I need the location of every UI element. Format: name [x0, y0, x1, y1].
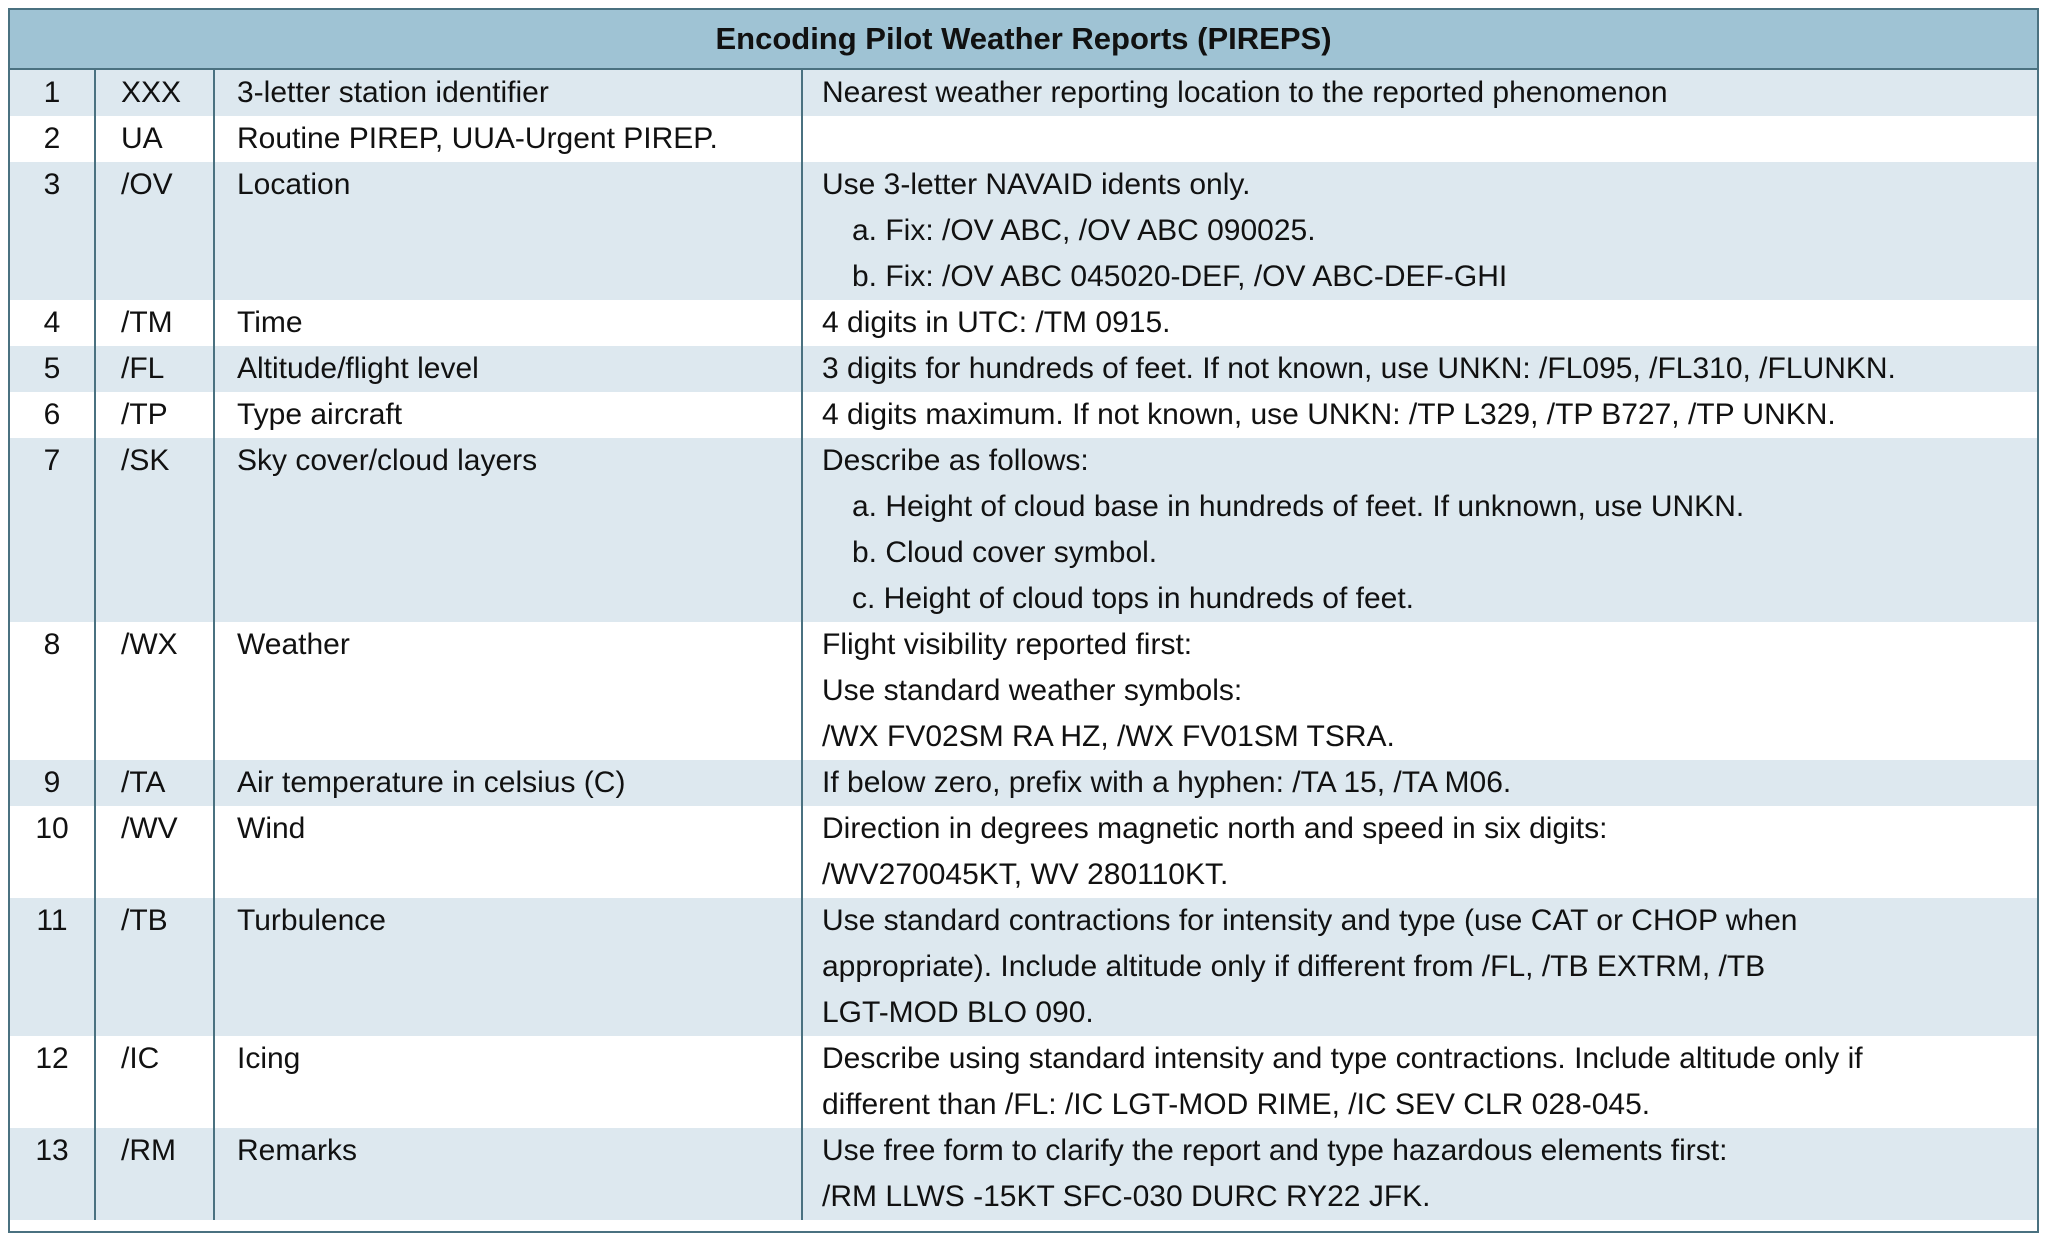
row-code: /FL	[95, 346, 214, 392]
note-line: a. Fix: /OV ABC, /OV ABC 090025.	[852, 214, 1316, 247]
row-notes	[802, 806, 2037, 898]
table-row	[10, 438, 2037, 622]
row-description: Remarks	[214, 1128, 802, 1220]
note-line: b. Fix: /OV ABC 045020-DEF, /OV ABC-DEF-GHI	[852, 260, 1508, 293]
row-notes	[802, 438, 2037, 622]
table-row	[10, 116, 2037, 162]
row-notes	[802, 300, 2037, 346]
row-number: 1	[10, 70, 95, 116]
row-number: 10	[35, 812, 69, 845]
table-row	[10, 1128, 2037, 1220]
note-line: 3 digits for hundreds of feet. If not known, use UNKN: /FL095, /FL310, /FLUNKN.	[822, 352, 1896, 385]
table-row	[10, 70, 2037, 116]
note-line: Use standard weather symbols:	[822, 674, 1243, 707]
row-number: 2	[43, 122, 61, 155]
table-row	[10, 898, 2037, 1036]
row-code: /IC	[95, 1036, 214, 1128]
note-line: Use standard contractions for intensity and type (use CAT or CHOP when	[822, 904, 1798, 937]
row-notes	[802, 346, 2037, 392]
row-description: Icing	[214, 1036, 802, 1128]
table-row	[10, 760, 2037, 806]
note-line: /RM LLWS -15KT SFC-030 DURC RY22 JFK.	[822, 1180, 1431, 1213]
table-row	[10, 346, 2037, 392]
row-description: Wind	[214, 806, 802, 898]
row-description: Type aircraft	[214, 392, 802, 438]
table-title: Encoding Pilot Weather Reports (PIREPS)	[10, 10, 2037, 70]
note-line: appropriate). Include altitude only if different from /FL, /TB EXTRM, /TB	[822, 950, 1766, 983]
pirep-table-panel	[8, 8, 2039, 1233]
note-line: 4 digits maximum. If not known, use UNKN: /TP L329, /TP B727, /TP UNKN.	[822, 398, 1836, 431]
note-line: 4 digits in UTC: /TM 0915.	[822, 306, 1171, 339]
row-notes	[802, 760, 2037, 806]
note-line: /WV270045KT, WV 280110KT.	[822, 858, 1229, 891]
table-row	[10, 806, 2037, 898]
note-line: Use free form to clarify the report and type hazardous elements first:	[822, 1134, 1728, 1167]
row-number: 5	[10, 346, 95, 392]
row-notes	[802, 392, 2037, 438]
row-number: 9	[10, 760, 95, 806]
note-line: Direction in degrees magnetic north and speed in six digits:	[822, 812, 1608, 845]
row-description: 3-letter station identifier	[214, 70, 802, 116]
table-row	[10, 392, 2037, 438]
table-row	[10, 622, 2037, 760]
row-number: 7	[10, 438, 95, 622]
row-description: Weather	[214, 622, 802, 760]
table-row	[10, 162, 2037, 300]
row-code: /OV	[95, 162, 214, 300]
row-notes	[802, 1128, 2037, 1220]
row-notes	[802, 1036, 2037, 1128]
row-number: 6	[43, 398, 61, 431]
note-line: Nearest weather reporting location to the reported phenomenon	[822, 76, 1668, 109]
table-row	[10, 300, 2037, 346]
row-code: /TP	[95, 392, 214, 438]
row-notes	[802, 116, 2037, 162]
row-code: /SK	[95, 438, 214, 622]
row-description: Sky cover/cloud layers	[214, 438, 802, 622]
row-code: /WX	[95, 622, 214, 760]
row-number: 4	[43, 306, 61, 339]
row-notes	[802, 70, 2037, 116]
note-line: /WX FV02SM RA HZ, /WX FV01SM TSRA.	[822, 720, 1395, 753]
row-notes	[802, 162, 2037, 300]
row-description: Routine PIREP, UUA-Urgent PIREP.	[214, 116, 802, 162]
row-code: /RM	[95, 1128, 214, 1220]
note-line: a. Height of cloud base in hundreds of feet. If unknown, use UNKN.	[852, 490, 1745, 523]
row-description: Altitude/flight level	[214, 346, 802, 392]
row-description: Time	[214, 300, 802, 346]
row-code: XXX	[95, 70, 214, 116]
row-code: /TM	[95, 300, 214, 346]
note-line: Describe using standard intensity and type contractions. Include altitude only if	[822, 1042, 1863, 1075]
row-code: /TB	[95, 898, 214, 1036]
row-code: UA	[95, 116, 214, 162]
note-line: b. Cloud cover symbol.	[852, 536, 1158, 569]
pirep-table	[10, 70, 2037, 1220]
note-line: Describe as follows:	[822, 444, 1089, 477]
note-line: LGT-MOD BLO 090.	[822, 996, 1094, 1029]
note-line: c. Height of cloud tops in hundreds of feet.	[852, 582, 1415, 615]
row-number: 8	[43, 628, 61, 661]
note-line: Use 3-letter NAVAID idents only.	[822, 168, 1251, 201]
row-notes	[802, 898, 2037, 1036]
row-description: Air temperature in celsius (C)	[214, 760, 802, 806]
row-notes	[802, 622, 2037, 760]
note-line: If below zero, prefix with a hyphen: /TA 15, /TA M06.	[822, 766, 1512, 799]
row-number: 3	[10, 162, 95, 300]
row-code: /WV	[95, 806, 214, 898]
row-number: 13	[10, 1128, 95, 1220]
note-line: Flight visibility reported first:	[822, 628, 1193, 661]
note-line: different than /FL: /IC LGT-MOD RIME, /IC SEV CLR 028-045.	[822, 1088, 1651, 1121]
row-description: Location	[214, 162, 802, 300]
row-number: 11	[10, 898, 95, 1036]
row-number: 12	[35, 1042, 69, 1075]
table-row	[10, 1036, 2037, 1128]
row-code: /TA	[95, 760, 214, 806]
row-description: Turbulence	[214, 898, 802, 1036]
